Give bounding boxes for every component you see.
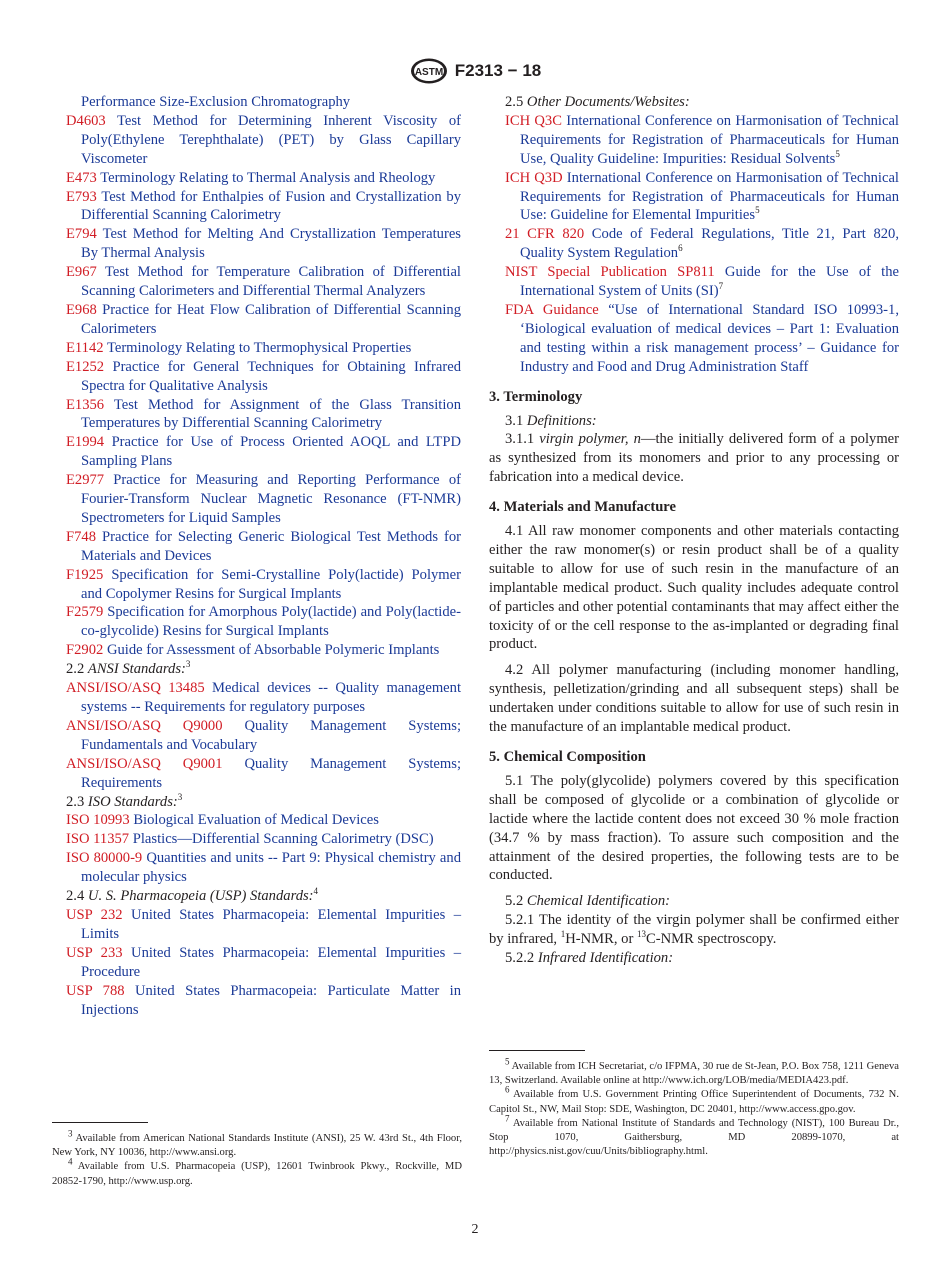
reference-item: [66, 641, 461, 660]
reference-code[interactable]: USP 233: [66, 944, 123, 961]
other-reference-item: [505, 225, 899, 263]
footnote-text: Available from U.S. Government Printing Office Superintendent of Documents, 732 N. Capitol St., NW, Mail Stop: SDE, Washington, DC 20401, http://www.access.gpo.gov.: [489, 1089, 899, 1115]
reference-code[interactable]: E2977: [66, 472, 105, 489]
reference-title[interactable]: United States Pharmacopeia: Elemental Impurities – Limits: [81, 906, 461, 942]
iso-reference-item: [66, 849, 461, 887]
footnote-text: Available from U.S. Pharmacopeia (USP), 12601 Twinbrook Pkwy., Rockville, MD 20852-1790, http://www.usp.org.: [52, 1161, 462, 1187]
reference-title[interactable]: “Use of International Standard ISO 10993-1, ‘Biological evaluation of medical devices – Part 1: Evaluation and testing within a risk management process’ – Guidance for Industry and Food and Drug Administration Staff: [520, 301, 899, 375]
ansi-heading: 2.2 ANSI Standards:$^3$: [66, 659, 191, 678]
reference-code[interactable]: F748: [66, 528, 97, 545]
page-number: 2: [471, 1222, 479, 1237]
reference-item: [66, 603, 461, 641]
reference-title[interactable]: Performance Size-Exclusion Chromatography: [81, 94, 351, 110]
reference-title[interactable]: Test Method for Assignment of the Glass Transition Temperatures by Differential Scanning Calorimetry: [81, 396, 461, 432]
reference-code[interactable]: ISO 80000-9: [66, 850, 143, 867]
reference-item: [66, 93, 461, 112]
reference-item: [66, 566, 461, 604]
usp-reference-item: [66, 906, 461, 944]
ansi-reference-item: [66, 717, 461, 755]
footnote: [52, 1128, 462, 1160]
footnote-rule-left: [52, 1122, 148, 1123]
referenced-documents-list: [66, 93, 461, 660]
reference-code[interactable]: D4603: [66, 112, 106, 129]
right-column: [489, 93, 899, 968]
ansi-reference-item: [66, 679, 461, 717]
footnote: [489, 1113, 899, 1160]
chemical-title: 5. Chemical Composition: [489, 749, 646, 765]
materials-title: 4. Materials and Manufacture: [489, 499, 676, 516]
reference-title[interactable]: Practice for Selecting Generic Biological Test Methods for Materials and Devices: [81, 528, 461, 564]
reference-item: [66, 188, 461, 226]
reference-title[interactable]: Quantities and units -- Part 9: Physical chemistry and molecular physics: [81, 850, 461, 886]
reference-title[interactable]: Medical devices -- Quality management systems -- Requirements for regulatory purposes: [81, 680, 461, 715]
reference-code[interactable]: E968: [66, 301, 97, 318]
reference-title[interactable]: International Conference on Harmonisation of Technical Requirements for Registration of Pharmaceuticals for Human Use, Quality Guideline: Impurities: Residual Solvents: [520, 112, 899, 167]
reference-item: [66, 225, 461, 263]
reference-title[interactable]: Guide for the Use of the International System of Units (SI): [520, 264, 899, 300]
page-header: [0, 56, 950, 86]
astm-logo-icon: [409, 57, 449, 85]
reference-title[interactable]: Specification for Amorphous Poly(lactide) and Poly(lactide-co-glycolide) Resins for Surgical Implants: [81, 604, 461, 640]
footnotes-left: [52, 1128, 462, 1189]
usp-reference-item: [66, 982, 461, 1020]
reference-title[interactable]: Test Method for Melting And Crystallization Temperatures By Thermal Analysis: [81, 226, 461, 262]
reference-title[interactable]: Practice for Use of Process Oriented AOQL and LTPD Sampling Plans: [81, 434, 461, 470]
footnote: [52, 1156, 462, 1188]
reference-code[interactable]: NIST Special Publication SP811: [505, 264, 715, 281]
reference-title[interactable]: Biological Evaluation of Medical Devices: [133, 812, 379, 829]
reference-item: [66, 528, 461, 566]
other-reference-item: [505, 301, 899, 377]
reference-title[interactable]: Test Method for Enthalpies of Fusion and Crystallization by Differential Scanning Calorimetry: [81, 188, 461, 224]
reference-title[interactable]: Practice for Measuring and Reporting Performance of Fourier-Transform Nuclear Magnetic Resonance (FT-NMR) Spectrometers for Liquid Samples: [81, 472, 461, 526]
footnote-text: Available from National Institute of Standards and Technology (NIST), 100 Bureau Dr., Stop 1070, Gaithersburg, MD 20899-1070, at http://physics.nist.gov/cuu/Units/bibliography.html.: [489, 1117, 899, 1158]
reference-code[interactable]: F2579: [66, 604, 104, 621]
reference-code[interactable]: E473: [66, 169, 97, 186]
reference-title[interactable]: Plastics—Differential Scanning Calorimetry (DSC): [132, 831, 434, 848]
terminology-definitions: 3.1 Definitions:: [505, 412, 597, 429]
reference-title[interactable]: International Conference on Harmonisation of Technical Requirements for Registration of Pharmaceuticals for Human Use: Guideline for Elemental Impurities: [520, 169, 899, 224]
reference-title[interactable]: Test Method for Temperature Calibration of Differential Scanning Calorimeters and Differential Thermal Analyzers: [81, 264, 461, 300]
other-heading: 2.5 Other Documents/Websites:: [505, 94, 690, 110]
other-documents-list: [489, 112, 899, 377]
chemical-paragraph-3: 5.2.1 The identity of the virgin polymer shall be confirmed either by infrared, $^1$H-NMR, or $^{13}$C-NMR spectroscopy.: [489, 912, 899, 948]
reference-code[interactable]: E1994: [66, 434, 105, 451]
reference-code[interactable]: E1356: [66, 396, 105, 413]
designation: F2313 − 18: [454, 61, 542, 80]
footnote-marker: 5: [835, 148, 840, 159]
reference-title[interactable]: Code of Federal Regulations, Title 21, Part 820, Quality System Regulation: [520, 226, 899, 262]
other-reference-item: [505, 112, 899, 169]
reference-code[interactable]: ANSI/ISO/ASQ Q9001: [66, 755, 223, 772]
reference-code[interactable]: F1925: [66, 566, 104, 583]
reference-code[interactable]: ANSI/ISO/ASQ 13485: [66, 680, 205, 697]
reference-title[interactable]: United States Pharmacopeia: Elemental Impurities – Procedure: [81, 944, 461, 980]
reference-code[interactable]: E794: [66, 226, 97, 243]
reference-code[interactable]: USP 788: [66, 982, 125, 999]
reference-item: [66, 433, 461, 471]
terminology-title: 3. Terminology: [489, 388, 583, 405]
reference-item: [66, 358, 461, 396]
footnote-number: 3: [68, 1128, 73, 1139]
reference-code[interactable]: E1142: [66, 339, 104, 356]
footnote-marker: 5: [755, 205, 760, 216]
reference-code[interactable]: 21 CFR 820: [505, 226, 585, 243]
reference-title[interactable]: Terminology Relating to Thermal Analysis and Rheology: [100, 169, 436, 186]
materials-paragraph-1: 4.1 All raw monomer components and other materials contacting either the raw monomer(s) or resin product shall be of a quality suitable to allow for use of such resin in the manufacture of an implantable medical product. Such quality includes adequate control of particles and other potential contaminants that may affect either the toxicity of or the cell response to the as-implanted or degrading final product.: [489, 523, 899, 653]
reference-title[interactable]: Specification for Semi-Crystalline Poly(lactide) Polymer and Copolymer Resins for Surgical Implants: [81, 566, 461, 602]
footnote-number: 6: [505, 1084, 510, 1095]
reference-code[interactable]: E967: [66, 264, 97, 281]
iso-reference-item: [66, 811, 461, 830]
footnote-number: 7: [505, 1113, 510, 1124]
reference-code[interactable]: ANSI/ISO/ASQ Q9000: [66, 717, 223, 734]
reference-code[interactable]: ISO 10993: [66, 812, 130, 829]
reference-title[interactable]: Terminology Relating to Thermophysical Properties: [106, 339, 412, 356]
virgin-polymer-definition: 3.1.1 virgin polymer, n—the initially delivered form of a polymer as synthesized from its monomers and prior to any processing or fabrication into a medical device.: [489, 431, 900, 486]
chemical-identification: 5.2 Chemical Identification:: [505, 893, 670, 910]
usp-reference-item: [66, 944, 461, 982]
footnote: [489, 1056, 899, 1088]
reference-title[interactable]: Quality Management Systems; Fundamentals and Vocabulary: [81, 717, 461, 753]
reference-code[interactable]: USP 232: [66, 906, 123, 923]
ansi-reference-item: [66, 755, 461, 793]
other-reference-item: [505, 263, 899, 301]
reference-code[interactable]: E1252: [66, 358, 105, 375]
usp-list: [66, 906, 461, 1019]
footnotes-right: [489, 1056, 899, 1159]
footnote-marker: 7: [718, 281, 724, 292]
reference-code[interactable]: ISO 11357: [66, 831, 130, 848]
reference-title[interactable]: United States Pharmacopeia: Particulate Matter in Injections: [81, 982, 461, 1018]
reference-item: [66, 301, 461, 339]
footnote-marker: 6: [678, 243, 683, 254]
reference-item: [66, 339, 461, 358]
reference-title[interactable]: Practice for Heat Flow Calibration of Differential Scanning Calorimeters: [81, 301, 461, 337]
reference-title[interactable]: Quality Management Systems; Requirements: [81, 755, 461, 791]
reference-title[interactable]: Test Method for Determining Inherent Viscosity of Poly(Ethylene Terephthalate) (PET) by Glass Capillary Viscometer: [81, 112, 461, 167]
iso-reference-item: [66, 830, 461, 849]
svg-text:ASTM: ASTM: [414, 67, 443, 78]
usp-heading: 2.4 U. S. Pharmacopeia (USP) Standards:$^4$: [66, 886, 319, 905]
reference-title[interactable]: Practice for General Techniques for Obtaining Infrared Spectra for Qualitative Analysis: [81, 358, 461, 394]
footnote-number: 4: [68, 1156, 73, 1167]
ansi-list: [66, 679, 461, 792]
footnote-text: Available from ICH Secretariat, c/o IFPMA, 30 rue de St-Jean, P.O. Box 758, 1211 Geneva 13, Switzerland. Available online at http://www.ich.org/LOB/media/MEDIA423.pdf.: [489, 1061, 899, 1087]
reference-item: [66, 471, 461, 528]
reference-code[interactable]: ICH Q3C: [505, 112, 562, 129]
footnote-number: 5: [505, 1056, 510, 1067]
footnote-text: Available from American National Standards Institute (ANSI), 25 W. 43rd St., 4th Floor, New York, NY 10036, http://www.ansi.org.: [52, 1133, 462, 1159]
reference-code[interactable]: E793: [66, 188, 97, 205]
other-reference-item: [505, 169, 899, 226]
reference-item: [66, 169, 461, 188]
reference-item: [66, 263, 461, 301]
footnote-rule-right: [489, 1050, 585, 1051]
reference-title[interactable]: Guide for Assessment of Absorbable Polymeric Implants: [106, 642, 440, 659]
reference-code[interactable]: FDA Guidance: [505, 301, 599, 318]
reference-item: [66, 396, 461, 434]
iso-heading: 2.3 ISO Standards:$^3$: [66, 791, 183, 810]
reference-item: [66, 112, 461, 169]
infrared-identification: 5.2.2 Infrared Identification:: [505, 950, 674, 967]
left-column: [66, 93, 461, 1019]
chemical-paragraph-1: 5.1 The poly(glycolide) polymers covered by this specification shall be composed of glycolide or a combination of glycolide or lactide where the lactide content does not exceed 30 % mole fraction (34.7 % by mass fraction). To assure such composition and the attainment of the desired properties, the following tests are to be conducted.: [489, 772, 899, 884]
reference-code[interactable]: ICH Q3D: [505, 169, 563, 186]
materials-paragraph-2: 4.2 All polymer manufacturing (including monomer handling, synthesis, pelletization/grinding and all subsequent steps) shall be undertaken under conditions suitable to allow for use of such resin in the manufacture of an implantable medical product.: [489, 662, 899, 736]
reference-code[interactable]: F2902: [66, 642, 104, 659]
iso-list: [66, 811, 461, 887]
footnote: [489, 1084, 899, 1116]
